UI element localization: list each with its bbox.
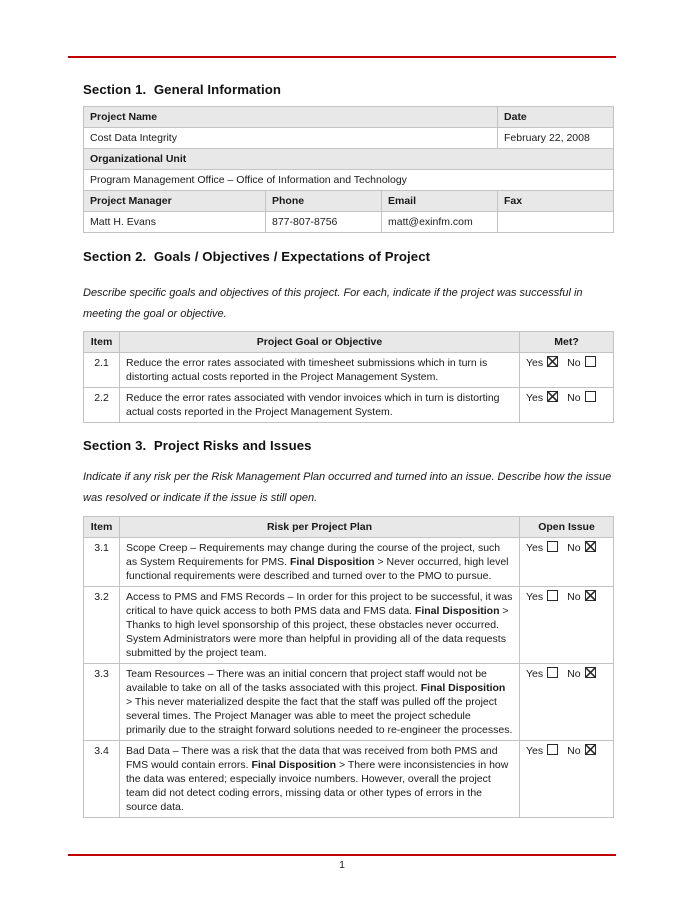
risk-header: Risk per Project Plan xyxy=(120,517,520,538)
yes-checkbox[interactable] xyxy=(547,667,558,678)
section-3-description: Indicate if any risk per the Risk Management Plan occurred and turned into an issue. Describe how the issue was resolved or indicate if the issue is still open. xyxy=(83,471,612,504)
table-row xyxy=(84,128,614,149)
table-row xyxy=(84,149,614,170)
no-checkbox[interactable] xyxy=(585,541,596,552)
open-issue-cell xyxy=(520,587,614,664)
table-row xyxy=(84,587,614,664)
section-3-heading: Section 3. Project Risks and Issues xyxy=(83,438,312,453)
met-header: Met? xyxy=(520,332,614,353)
date-value: February 22, 2008 xyxy=(498,128,614,149)
table-row xyxy=(84,212,614,233)
table-row xyxy=(84,517,614,538)
project-manager-value: Matt H. Evans xyxy=(84,212,266,233)
risk-text: Scope Creep – Requirements may change during the course of the project, such as System Requirements for PMS. Final Disposition > Never occurred, high level functional requirements were described and turned over to the PMO to pursue. xyxy=(120,538,520,587)
no-label: No xyxy=(567,745,581,757)
no-label: No xyxy=(567,591,581,603)
yes-checkbox[interactable] xyxy=(547,541,558,552)
fax-label: Fax xyxy=(498,191,614,212)
item-number: 3.4 xyxy=(84,741,120,818)
table-row xyxy=(84,388,614,423)
final-disposition-label: Final Disposition xyxy=(251,759,337,771)
item-number: 3.3 xyxy=(84,664,120,741)
page-number: 1 xyxy=(339,859,345,871)
table-row xyxy=(84,664,614,741)
no-checkbox[interactable] xyxy=(585,744,596,755)
project-name-label: Project Name xyxy=(84,107,498,128)
goal-header: Project Goal or Objective xyxy=(120,332,520,353)
footer-rule xyxy=(68,854,616,856)
date-label: Date xyxy=(498,107,614,128)
item-number: 2.2 xyxy=(84,388,120,423)
yes-label: Yes xyxy=(526,591,544,603)
table-row xyxy=(84,741,614,818)
no-label: No xyxy=(567,668,581,680)
org-unit-value: Program Management Office – Office of Information and Technology xyxy=(84,170,614,191)
no-label: No xyxy=(567,542,581,554)
item-number: 3.2 xyxy=(84,587,120,664)
no-checkbox[interactable] xyxy=(585,356,596,367)
section-2-heading: Section 2. Goals / Objectives / Expectations of Project xyxy=(83,249,431,264)
goal-text: Reduce the error rates associated with timesheet submissions which in turn is distorting actual costs reported in the Project Management System. xyxy=(120,353,520,388)
section-2-description: Describe specific goals and objectives of this project. For each, indicate if the project was successful in meeting the goal or objective. xyxy=(83,287,583,320)
final-disposition-label: Final Disposition xyxy=(420,682,506,694)
yes-label: Yes xyxy=(526,357,544,369)
yes-checkbox[interactable] xyxy=(547,744,558,755)
project-name-value: Cost Data Integrity xyxy=(84,128,498,149)
phone-label: Phone xyxy=(266,191,382,212)
yes-label: Yes xyxy=(526,392,544,404)
no-checkbox[interactable] xyxy=(585,391,596,402)
org-unit-label: Organizational Unit xyxy=(84,149,614,170)
table-row xyxy=(84,538,614,587)
header-rule xyxy=(68,56,616,58)
met-cell xyxy=(520,388,614,423)
phone-value: 877-807-8756 xyxy=(266,212,382,233)
yes-checkbox[interactable] xyxy=(547,391,558,402)
table-row xyxy=(84,170,614,191)
general-info-table xyxy=(83,106,614,233)
email-value: matt@exinfm.com xyxy=(382,212,498,233)
yes-checkbox[interactable] xyxy=(547,356,558,367)
section-1-heading: Section 1. General Information xyxy=(83,82,282,97)
open-issue-cell xyxy=(520,664,614,741)
risk-text: Access to PMS and FMS Records – In order for this project to be successful, it was critical to have quick access to both PMS data and FMS data. Final Disposition > Thanks to high level sponsorship of this project, these obstacles never occurred. System Administrators were more than helpful in providing all of the data requests submitted by the project team. xyxy=(120,587,520,664)
final-disposition-label: Final Disposition xyxy=(289,556,375,568)
open-issue-cell xyxy=(520,741,614,818)
no-checkbox[interactable] xyxy=(585,590,596,601)
open-issue-cell xyxy=(520,538,614,587)
email-label: Email xyxy=(382,191,498,212)
final-disposition-label: Final Disposition xyxy=(414,605,500,617)
risk-text: Team Resources – There was an initial concern that project staff would not be available to take on all of the tasks associated with this project. Final Disposition > This never materialized despite the fact that the staff was pulled off the project several times. The Project Manager was able to meet the project schedule primarily due to the straight forward solutions needed to re-engineer the processes. xyxy=(120,664,520,741)
item-header: Item xyxy=(84,517,120,538)
item-header: Item xyxy=(84,332,120,353)
goal-text: Reduce the error rates associated with vendor invoices which in turn is distorting actual costs reported in the Project Management System. xyxy=(120,388,520,423)
met-cell xyxy=(520,353,614,388)
yes-label: Yes xyxy=(526,668,544,680)
item-number: 3.1 xyxy=(84,538,120,587)
no-checkbox[interactable] xyxy=(585,667,596,678)
table-row xyxy=(84,191,614,212)
no-label: No xyxy=(567,357,581,369)
fax-value xyxy=(498,212,614,233)
no-label: No xyxy=(567,392,581,404)
table-row xyxy=(84,107,614,128)
item-number: 2.1 xyxy=(84,353,120,388)
open-issue-header: Open Issue xyxy=(520,517,614,538)
yes-label: Yes xyxy=(526,745,544,757)
project-manager-label: Project Manager xyxy=(84,191,266,212)
yes-checkbox[interactable] xyxy=(547,590,558,601)
table-row xyxy=(84,353,614,388)
risks-table xyxy=(83,516,614,818)
goals-table xyxy=(83,331,614,423)
yes-label: Yes xyxy=(526,542,544,554)
table-row xyxy=(84,332,614,353)
risk-text: Bad Data – There was a risk that the data that was received from both PMS and FMS would contain errors. Final Disposition > There were inconsistencies in how the data was entered; especially invoice numbers. However, overall the project team did not detect coding errors, missing data or other types of errors in the source data. xyxy=(120,741,520,818)
